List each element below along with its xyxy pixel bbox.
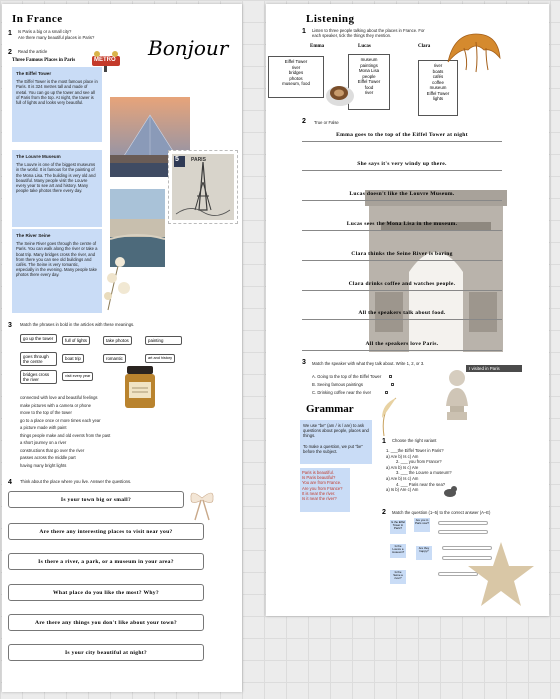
meaning-item: having many bright lights: [20, 462, 67, 468]
grammar-examples: [300, 468, 350, 512]
grammar-rules: [300, 420, 372, 464]
choose-options[interactable]: a) Are b) Is c) Am: [386, 453, 419, 459]
meanings-list: [20, 394, 130, 469]
task-number: 1: [302, 28, 306, 35]
answer-slot[interactable]: [438, 521, 488, 525]
question-card[interactable]: Are they happy?: [416, 546, 432, 560]
question-box[interactable]: Are there any interesting places to visit near you?: [8, 523, 204, 540]
match-item: A. Going to the top of the Eiffel Tower: [312, 374, 382, 379]
article-body: The Eiffel Tower is the most famous place in Paris. It is 324 metres tall and made of metal. You can go up the tower and see all of Paris from the top. At night, the tower is full of lights and looks very beautiful.: [16, 79, 98, 106]
question-card[interactable]: Is the Seine a river?: [390, 570, 406, 584]
task-instruction: Think about the place where you live. Answer the questions.: [20, 479, 132, 484]
true-false-statement[interactable]: Clara drinks coffee and watches people.: [302, 278, 502, 291]
question-box[interactable]: Is your town big or small?: [8, 491, 184, 508]
true-false-statement[interactable]: All the speakers love Paris.: [302, 338, 502, 351]
bow-decoration: [188, 488, 216, 522]
task-number: 3: [8, 322, 12, 329]
metro-text: METRO: [94, 57, 116, 63]
question-card[interactable]: Is the Louvre a museum?: [390, 544, 406, 558]
item: boats: [432, 68, 444, 74]
answer-slot[interactable]: [438, 530, 488, 534]
item: river: [291, 64, 301, 70]
choose-item: 3. ___ the Louvre a museum?: [396, 470, 452, 476]
question-box[interactable]: Is your city beautiful at night?: [8, 644, 204, 661]
task-instruction: Listen to three people talking about the places in France. For each speaker, tick the things they mention.: [312, 28, 425, 39]
phrase-chip[interactable]: goes through the centre: [20, 352, 57, 366]
question-text: Are there many beautiful places in Paris?: [18, 35, 95, 40]
item: river: [433, 63, 443, 68]
true-false-statement[interactable]: Clara thinks the Seine River is boring: [302, 248, 502, 261]
article-eiffel: [12, 67, 102, 142]
article-title: Three Famous Places in Paris: [12, 58, 76, 63]
true-false-statement[interactable]: All the speakers talk about food.: [302, 307, 502, 320]
question-text: Is Paris a big or a small city?: [18, 29, 72, 34]
example: Is Paris beautiful?: [302, 475, 336, 481]
page-title: In France: [12, 13, 63, 25]
phrase-chip[interactable]: bridges cross the river: [20, 370, 57, 384]
worksheet-page-left: [2, 4, 242, 692]
item: Eiffel Tower: [357, 79, 381, 84]
meaning-item: go to a place once or more times each year: [20, 417, 101, 423]
true-false-statement[interactable]: Emma goes to the top of the Eiffel Tower at night: [302, 129, 502, 142]
example: Are you from France?: [302, 485, 343, 491]
statue-bust: [442, 366, 472, 426]
item: people: [362, 73, 376, 79]
meaning-item: connected with love and beautiful feelings: [20, 395, 98, 400]
article-heading: The River Seine: [16, 233, 51, 238]
match-list: [312, 373, 394, 397]
item: food: [364, 84, 374, 90]
true-false-statement[interactable]: She says it's very windy up there.: [302, 158, 502, 171]
match-item: C. Drinking coffee near the river: [312, 390, 372, 395]
bonjour-lettering: Bonjour: [148, 36, 229, 60]
item: Mona Lisa: [358, 68, 380, 73]
meaning-item: things people make and old events from the past: [20, 432, 111, 438]
paris-stamp: [168, 150, 238, 224]
article-louvre: [12, 150, 102, 227]
item: Eiffel Tower: [426, 90, 450, 96]
choose-item: 2. ___ you from France?: [396, 459, 442, 465]
meaning-item: constructions that go over the river: [20, 447, 85, 453]
label-tag: I visited in Paris: [466, 365, 522, 372]
question-card[interactable]: Are you in Paris now?: [414, 518, 430, 532]
choose-options[interactable]: a) Am b) Is c) Are: [386, 464, 419, 470]
choose-item: 1. ___the Eiffel Tower in Paris?: [386, 448, 444, 453]
example: Paris is beautiful.: [302, 470, 334, 475]
phrase-chip[interactable]: romantic: [103, 354, 126, 363]
task-instruction: Match the speaker with what they talk about. Write 1, 2, or 3.: [312, 361, 425, 366]
grammar-rule: We use "be" (am / is / are) to ask questions about people, places and things.: [303, 423, 369, 439]
meaning-item: a picture made with paint: [20, 425, 67, 430]
question-box[interactable]: Is there a river, a park, or a museum in your area?: [8, 553, 204, 570]
coffee-cup: [324, 78, 356, 110]
item: river: [364, 90, 374, 95]
question-card[interactable]: Is the Eiffel Tower in Paris?: [390, 520, 406, 534]
page-title: Listening: [306, 13, 355, 25]
true-false-statement[interactable]: Lucas doesn't like the Louvre Museum.: [302, 188, 502, 201]
item: paintings: [360, 62, 378, 68]
task-instruction: Read the article: [18, 49, 48, 54]
answer-box[interactable]: [389, 375, 392, 378]
article-heading: The Eiffel Tower: [16, 71, 52, 76]
speaker-lucas: Lucas: [358, 44, 371, 49]
phrase-chip[interactable]: boat trip: [62, 354, 84, 363]
grammar-rule: To make a question, we put "be" before the subject.: [303, 443, 363, 454]
phrase-chip[interactable]: visit every year: [62, 372, 93, 381]
question-box[interactable]: What place do you like the most? Why?: [8, 584, 204, 601]
task-number: 2: [8, 49, 12, 56]
question-box[interactable]: Are there any things you don't like about your town?: [8, 614, 204, 631]
task-instruction: True or False: [314, 120, 339, 125]
phrase-chip[interactable]: take photos: [103, 336, 132, 345]
article-body: The Seine River goes through the centre of Paris. You can walk along the river or take a boat trip. Many bridges cross the river, and from there you can see old buildings and cafés. The Seine is very romantic, especially in the evening. Many people take photos there every day.: [16, 241, 98, 278]
task-number: 1: [8, 30, 12, 37]
answer-box[interactable]: [391, 383, 394, 386]
emma-items: [268, 56, 324, 98]
arc-de-triomphe-image: [361, 182, 511, 352]
item: bridges: [288, 70, 304, 75]
item: museum: [360, 57, 378, 62]
choose-item: 4. ___ Paris near the sea?: [396, 481, 446, 487]
croissant: [444, 28, 504, 80]
article-seine: [12, 229, 102, 313]
task-number: 2: [382, 509, 386, 516]
item: coffee: [432, 79, 444, 85]
stamp-number: 5: [175, 156, 179, 163]
phrase-chip[interactable]: art and history: [145, 354, 175, 363]
phrase-chip[interactable]: go up the tower: [20, 334, 57, 343]
feather-decoration: [378, 396, 400, 438]
speaker-emma: Emma: [310, 44, 325, 49]
match-item: B. Seeing famous paintings: [312, 382, 363, 387]
mouse-figure: [442, 484, 458, 498]
speaker-clara: Clara: [418, 44, 431, 49]
meaning-item: make pictures with a camera or phone: [20, 402, 91, 408]
example: It is near the river.: [302, 490, 336, 496]
task-number: 3: [302, 359, 306, 366]
task-number: 1: [382, 438, 386, 445]
choose-options[interactable]: a) Is b) Are c) Am: [386, 487, 419, 493]
item: cafés: [432, 74, 444, 79]
star-decoration: [466, 540, 536, 610]
meaning-item: passes across the middle part: [20, 455, 76, 460]
phrase-chip[interactable]: full of lights: [62, 336, 90, 345]
article-heading: The Louvre Museum: [16, 154, 61, 159]
item: photos: [289, 75, 303, 81]
item: Eiffel Tower: [284, 59, 308, 64]
example: Is it near the river?: [302, 496, 337, 502]
stamp-text: PARIS: [191, 157, 206, 163]
item: lights: [432, 96, 444, 101]
meaning-item: move to the top of the tower: [20, 410, 72, 415]
flowers-decoration: [98, 252, 136, 312]
task-number: 2: [302, 118, 306, 125]
task-instruction: Choose the right variant: [392, 438, 437, 443]
item: museum: [429, 85, 447, 90]
example: You are from France.: [302, 480, 342, 486]
task-instruction: Match the phrases in bold in the articles with these meanings.: [20, 322, 135, 327]
worksheet-page-right: [266, 4, 549, 616]
task-number: 4: [8, 479, 12, 486]
grammar-title: Grammar: [306, 403, 354, 415]
item: museum, food: [282, 81, 310, 86]
true-false-statement[interactable]: Lucas sees the Mona Lisa in the museum.: [302, 218, 502, 231]
meaning-item: a short journey on a river: [20, 440, 67, 445]
article-body: The Louvre is one of the biggest museums in the world. It is famous for the painting of the Mona Lisa. The building is very old and beautiful. Many people visit the Louvre every year to see art and history. Many people take photos there every day.: [16, 162, 96, 194]
choose-options[interactable]: a) Are b) Is c) Am: [386, 475, 419, 481]
answer-box[interactable]: [385, 391, 388, 394]
phrase-chip[interactable]: painting: [145, 336, 182, 345]
task-instruction: Match the question (1–5) to the correct answer (A–E): [392, 510, 491, 515]
